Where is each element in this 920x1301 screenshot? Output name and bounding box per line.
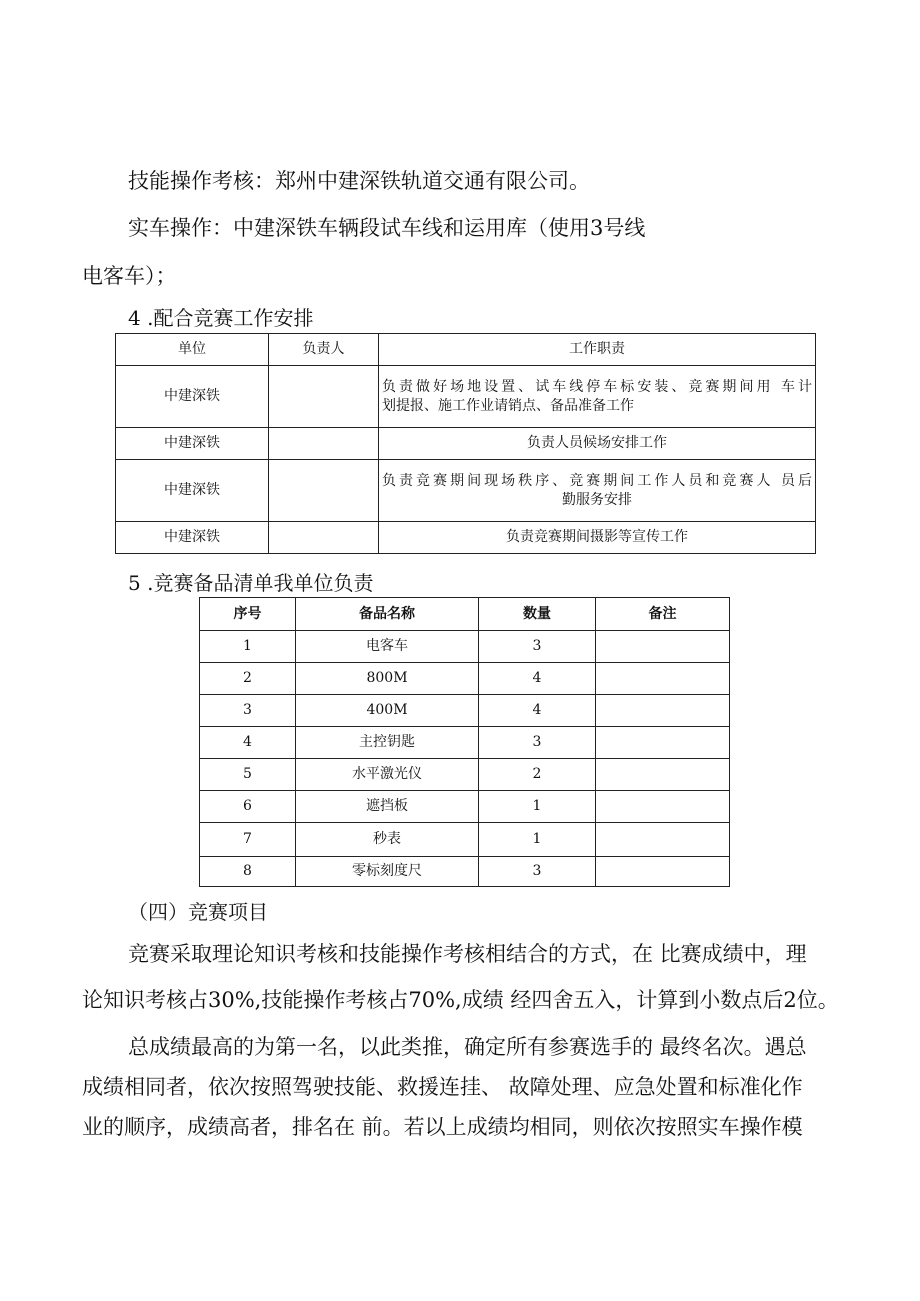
header-person: 负责人 <box>269 334 379 366</box>
table-row <box>200 823 730 857</box>
paragraph-vehicle-operation: 实车操作：中建深铁车辆段试车线和运用库（使用3号线 <box>128 216 646 240</box>
name-cell: 秒表 <box>296 823 479 857</box>
qty-cell: 1 <box>479 823 596 857</box>
no-cell: 7 <box>200 823 296 857</box>
note-cell <box>596 695 730 727</box>
body-line-4: 成绩相同者，依次按照驾驶技能、救援连挂、 故障处理、应急处置和标准化作 <box>82 1075 803 1099</box>
table-row <box>200 663 730 695</box>
note-cell <box>596 631 730 663</box>
person-cell <box>269 460 379 522</box>
qty-cell: 4 <box>479 663 596 695</box>
person-cell <box>269 522 379 554</box>
header-note: 备注 <box>596 598 730 631</box>
name-cell: 400M <box>296 695 479 727</box>
table-row <box>116 522 816 554</box>
table-header-row <box>200 598 730 631</box>
no-cell: 5 <box>200 759 296 791</box>
note-cell <box>596 663 730 695</box>
name-cell: 水平激光仪 <box>296 759 479 791</box>
table-row <box>200 695 730 727</box>
section-5-title: 5 .竞赛备品清单我单位负责 <box>128 571 374 595</box>
note-cell <box>596 823 730 857</box>
no-cell: 4 <box>200 727 296 759</box>
no-cell: 2 <box>200 663 296 695</box>
table-row <box>116 366 816 428</box>
qty-cell: 3 <box>479 857 596 887</box>
body-line-1: 竞赛采取理论知识考核和技能操作考核相结合的方式，在 比赛成绩中，理 <box>128 942 807 966</box>
section-four-title: （四）竞赛项目 <box>128 900 268 924</box>
duty-cell <box>379 460 816 522</box>
name-cell: 主控钥匙 <box>296 727 479 759</box>
note-cell <box>596 727 730 759</box>
table-row <box>200 759 730 791</box>
person-cell <box>269 366 379 428</box>
table-row <box>200 857 730 887</box>
body-line-2: 论知识考核占30%,技能操作考核占70%,成绩 经四舍五入，计算到小数点后2位。 <box>82 988 839 1012</box>
body-line-3: 总成绩最高的为第一名，以此类推，确定所有参赛选手的 最终名次。遇总 <box>128 1035 807 1059</box>
qty-cell: 4 <box>479 695 596 727</box>
duty-line-1: 负责做好场地设置、试车线停车标安装、竞赛期间用 车计 <box>382 378 812 395</box>
header-duty: 工作职责 <box>379 334 816 366</box>
note-cell <box>596 791 730 823</box>
qty-cell: 3 <box>479 631 596 663</box>
duty-line-2: 划提报、施工作业请销点、备品准备工作 <box>382 397 634 414</box>
table-row <box>200 727 730 759</box>
duty-cell: 负责人员候场安排工作 <box>379 428 816 460</box>
section-4-title: 4 .配合竞赛工作安排 <box>128 306 314 330</box>
table-row <box>200 631 730 663</box>
name-cell: 遮挡板 <box>296 791 479 823</box>
paragraph-skill-assessment: 技能操作考核：郑州中建深铁轨道交通有限公司。 <box>128 169 590 193</box>
duty-cell: 负责竞赛期间摄影等宣传工作 <box>379 522 816 554</box>
unit-cell: 中建深铁 <box>116 522 269 554</box>
table-row <box>116 428 816 460</box>
qty-cell: 1 <box>479 791 596 823</box>
person-cell <box>269 428 379 460</box>
header-unit: 单位 <box>116 334 269 366</box>
name-cell: 零标刻度尺 <box>296 857 479 887</box>
qty-cell: 2 <box>479 759 596 791</box>
name-cell: 800M <box>296 663 479 695</box>
table-row <box>200 791 730 823</box>
duty-line-2: 勤服务安排 <box>562 491 632 508</box>
header-no: 序号 <box>200 598 296 631</box>
note-cell <box>596 759 730 791</box>
name-cell: 电客车 <box>296 631 479 663</box>
no-cell: 6 <box>200 791 296 823</box>
paragraph-vehicle-operation-cont: 电客车）； <box>82 264 177 288</box>
qty-cell: 3 <box>479 727 596 759</box>
unit-cell: 中建深铁 <box>116 366 269 428</box>
note-cell <box>596 857 730 887</box>
header-qty: 数量 <box>479 598 596 631</box>
no-cell: 8 <box>200 857 296 887</box>
equipment-table <box>199 597 730 887</box>
no-cell: 3 <box>200 695 296 727</box>
no-cell: 1 <box>200 631 296 663</box>
duty-cell <box>379 366 816 428</box>
unit-cell: 中建深铁 <box>116 460 269 522</box>
unit-cell: 中建深铁 <box>116 428 269 460</box>
header-name: 备品名称 <box>296 598 479 631</box>
body-line-5: 业的顺序，成绩高者，排名在 前。若以上成绩均相同，则依次按照实车操作模 <box>82 1115 803 1139</box>
table-header-row <box>116 334 816 366</box>
table-row <box>116 460 816 522</box>
duty-line-1: 负责竞赛期间现场秩序、竞赛期间工作人员和竞赛人 员后 <box>382 472 812 489</box>
coordination-table <box>115 333 816 554</box>
